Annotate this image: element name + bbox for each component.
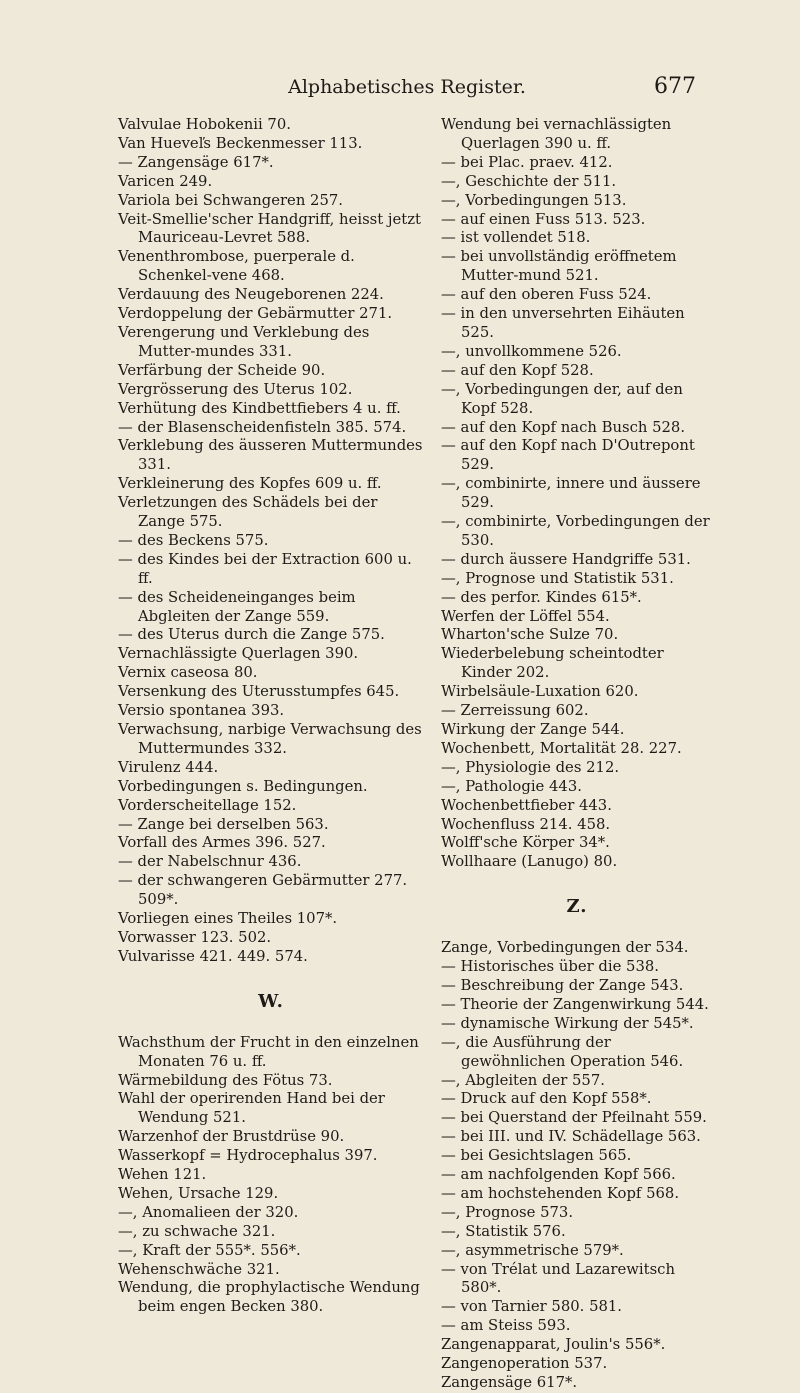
index-entry: Verklebung des äusseren Muttermundes 331. — [118, 437, 423, 474]
index-entry: —, Anomalieen der 320. — [118, 1203, 299, 1221]
index-entry: Zange, Vorbedingungen der 534. — [441, 939, 689, 957]
index-entry: — der Nabelschnur 436. — [118, 853, 302, 871]
index-entry: — bei III. und IV. Schädellage 563. — [441, 1128, 701, 1146]
index-entry: Wharton'sche Sulze 70. — [441, 626, 619, 644]
index-entry: — von Tarnier 580. 581. — [441, 1298, 623, 1316]
index-entry: Vulvarisse 421. 449. 574. — [118, 947, 308, 965]
index-entry: — auf den oberen Fuss 524. — [441, 286, 652, 304]
index-entry: —, unvollkommene 526. — [441, 342, 622, 360]
index-entry: Verdauung des Neugeborenen 224. — [118, 286, 384, 304]
index-entry: —, Abgleiten der 557. — [441, 1071, 605, 1089]
index-entry: — der schwangeren Gebärmutter 277. 509*. — [118, 872, 408, 909]
index-entry: Verkleinerung des Kopfes 609 u. ff. — [118, 475, 382, 493]
index-entry: Versio spontanea 393. — [118, 702, 285, 720]
index-entry: — des Beckens 575. — [118, 531, 269, 549]
index-entry: Wendung bei vernachlässigten Querlagen 390 u. ff. — [441, 116, 672, 152]
index-entry: — Historisches über die 538. — [441, 958, 660, 976]
index-entry: Wochenfluss 214. 458. — [441, 815, 611, 833]
index-entry: Vernix caseosa 80. — [118, 664, 258, 682]
index-entry: — des Kindes bei der Extraction 600 u. ff. — [118, 550, 412, 587]
running-title: Alphabetisches Register. — [288, 76, 526, 98]
index-entry: Verfärbung der Scheide 90. — [118, 361, 326, 379]
index-entry: Vorliegen eines Theiles 107*. — [118, 910, 338, 928]
index-entry: Versenkung des Uterusstumpfes 645. — [118, 683, 400, 701]
index-entry: —, die Ausführung der gewöhnlichen Operation 546. — [441, 1033, 684, 1070]
index-entry: Vorderscheitellage 152. — [118, 796, 297, 814]
index-entry: —, Prognose 573. — [441, 1203, 574, 1221]
index-entry: Zangenoperation 537. — [441, 1355, 608, 1373]
page-number: 677 — [654, 74, 696, 99]
index-entry: — bei Gesichtslagen 565. — [441, 1147, 632, 1165]
index-entry: — in den unversehrten Eihäuten 525. — [441, 305, 685, 341]
index-entry: Wärmebildung des Fötus 73. — [118, 1071, 333, 1089]
index-entry: —, zu schwache 321. — [118, 1222, 276, 1240]
index-entry: —, Physiologie des 212. — [441, 758, 620, 776]
index-entry: Wirbelsäule-Luxation 620. — [441, 683, 639, 701]
index-entry: — am nachfolgenden Kopf 566. — [441, 1166, 676, 1184]
index-entry: Wendung, die prophylactische Wendung beim engen Becken 380. — [118, 1279, 420, 1316]
index-entry: Wehenschwäche 321. — [118, 1260, 280, 1278]
index-entry: — Druck auf den Kopf 558*. — [441, 1090, 652, 1108]
index-entry: — des perfor. Kindes 615*. — [441, 588, 642, 606]
index-entry: Wehen 121. — [118, 1166, 207, 1184]
index-entry: Varicen 249. — [118, 172, 213, 190]
index-entry: Vernachlässigte Querlagen 390. — [118, 645, 359, 663]
index-entry: Verengerung und Verklebung des Mutter-mundes 331. — [118, 323, 370, 360]
index-entry: Vorwasser 123. 502. — [118, 928, 272, 946]
index-entry: —, Kraft der 555*. 556*. — [118, 1241, 301, 1259]
index-entry: Zangenapparat, Joulin's 556*. — [441, 1336, 666, 1354]
index-entry: Wolff'sche Körper 34*. — [441, 834, 610, 852]
index-entry: Verhütung des Kindbettfiebers 4 u. ff. — [118, 399, 401, 417]
index-entry: Warzenhof der Brustdrüse 90. — [118, 1128, 345, 1146]
index-entry: Wahl der operirenden Hand bei der Wendung 521. — [118, 1090, 385, 1127]
index-column-right — [441, 116, 713, 1393]
page-header — [118, 74, 696, 104]
index-entry: — bei Querstand der Pfeilnaht 559. — [441, 1109, 707, 1127]
index-entry: Wiederbelebung scheintodter Kinder 202. — [441, 645, 664, 682]
section-letter: W. — [258, 990, 284, 1012]
index-entry: — ist vollendet 518. — [441, 229, 591, 247]
index-entry: Vorfall des Armes 396. 527. — [118, 834, 326, 852]
index-entry: — des Uterus durch die Zange 575. — [118, 626, 385, 644]
index-entry: — von Trélat und Lazarewitsch 580*. — [441, 1260, 675, 1297]
index-entry: —, Prognose und Statistik 531. — [441, 569, 674, 587]
index-entry: Werfen der Löffel 554. — [441, 607, 610, 625]
index-entry: — bei unvollständig eröffnetem Mutter-mund 521. — [441, 248, 677, 285]
index-entry: — des Scheideneinganges beim Abgleiten der Zange 559. — [118, 588, 356, 625]
index-entry: —, combinirte, Vorbedingungen der 530. — [441, 513, 710, 549]
index-entry: — auf einen Fuss 513. 523. — [441, 210, 646, 228]
index-entry: Veit-Smellie'scher Handgriff, heisst jetzt Mauriceau-Levret 588. — [118, 210, 421, 247]
index-entry: Wollhaare (Lanugo) 80. — [441, 853, 618, 871]
index-entry: —, Vorbedingungen 513. — [441, 191, 627, 209]
index-entry: —, Vorbedingungen der, auf den Kopf 528. — [441, 380, 683, 417]
index-entry: —, Pathologie 443. — [441, 777, 582, 795]
index-entry: Wachsthum der Frucht in den einzelnen Monaten 76 u. ff. — [118, 1033, 419, 1070]
index-column-left — [118, 116, 424, 1317]
index-entry: —, asymmetrische 579*. — [441, 1241, 624, 1259]
index-entry: — dynamische Wirkung der 545*. — [441, 1014, 694, 1032]
index-entry: —, Statistik 576. — [441, 1222, 566, 1240]
index-entry: — auf den Kopf nach D'Outrepont 529. — [441, 437, 695, 474]
index-entry: Vorbedingungen s. Bedingungen. — [118, 777, 368, 795]
index-entry: Venenthrombose, puerperale d. Schenkel-vene 468. — [118, 248, 355, 285]
index-entry: — Zerreissung 602. — [441, 702, 589, 720]
index-entry: —, Geschichte der 511. — [441, 172, 617, 190]
index-entry: Wochenbett, Mortalität 28. 227. — [441, 739, 682, 757]
index-entry: Virulenz 444. — [118, 758, 219, 776]
index-entry: —, combinirte, innere und äussere 529. — [441, 475, 701, 512]
index-entry: Wochenbettfieber 443. — [441, 796, 612, 814]
index-entry: — Zangensäge 617*. — [118, 153, 274, 171]
section-letter: Z. — [566, 896, 588, 918]
index-entry: — bei Plac. praev. 412. — [441, 153, 613, 171]
index-entry: Vergrösserung des Uterus 102. — [118, 380, 353, 398]
index-entry: — Theorie der Zangenwirkung 544. — [441, 995, 709, 1013]
index-entry: — auf den Kopf 528. — [441, 361, 594, 379]
index-entry: Wehen, Ursache 129. — [118, 1184, 279, 1202]
index-entry: — Zange bei derselben 563. — [118, 815, 329, 833]
index-entry: — am hochstehenden Kopf 568. — [441, 1184, 680, 1202]
index-entry: — der Blasenscheidenfisteln 385. 574. — [118, 418, 407, 436]
index-entry: Wirkung der Zange 544. — [441, 721, 625, 738]
index-entry: Wasserkopf = Hydrocephalus 397. — [118, 1147, 378, 1165]
index-entry: Van Hueveľs Beckenmesser 113. — [118, 134, 363, 152]
index-entry: Verletzungen des Schädels bei der Zange 575. — [118, 494, 378, 531]
index-entry: — auf den Kopf nach Busch 528. — [441, 418, 686, 436]
index-entry: Verdoppelung der Gebärmutter 271. — [118, 305, 393, 323]
index-entry: Valvulae Hobokenii 70. — [118, 116, 291, 133]
index-entry: — Beschreibung der Zange 543. — [441, 976, 684, 994]
index-entry: Variola bei Schwangeren 257. — [118, 191, 343, 209]
index-entry: — durch äussere Handgriffe 531. — [441, 550, 691, 568]
index-entry: — am Steiss 593. — [441, 1317, 571, 1335]
index-entry: Zangensäge 617*. — [441, 1374, 578, 1391]
index-entry: Verwachsung, narbige Verwachsung des Muttermundes 332. — [118, 721, 422, 757]
